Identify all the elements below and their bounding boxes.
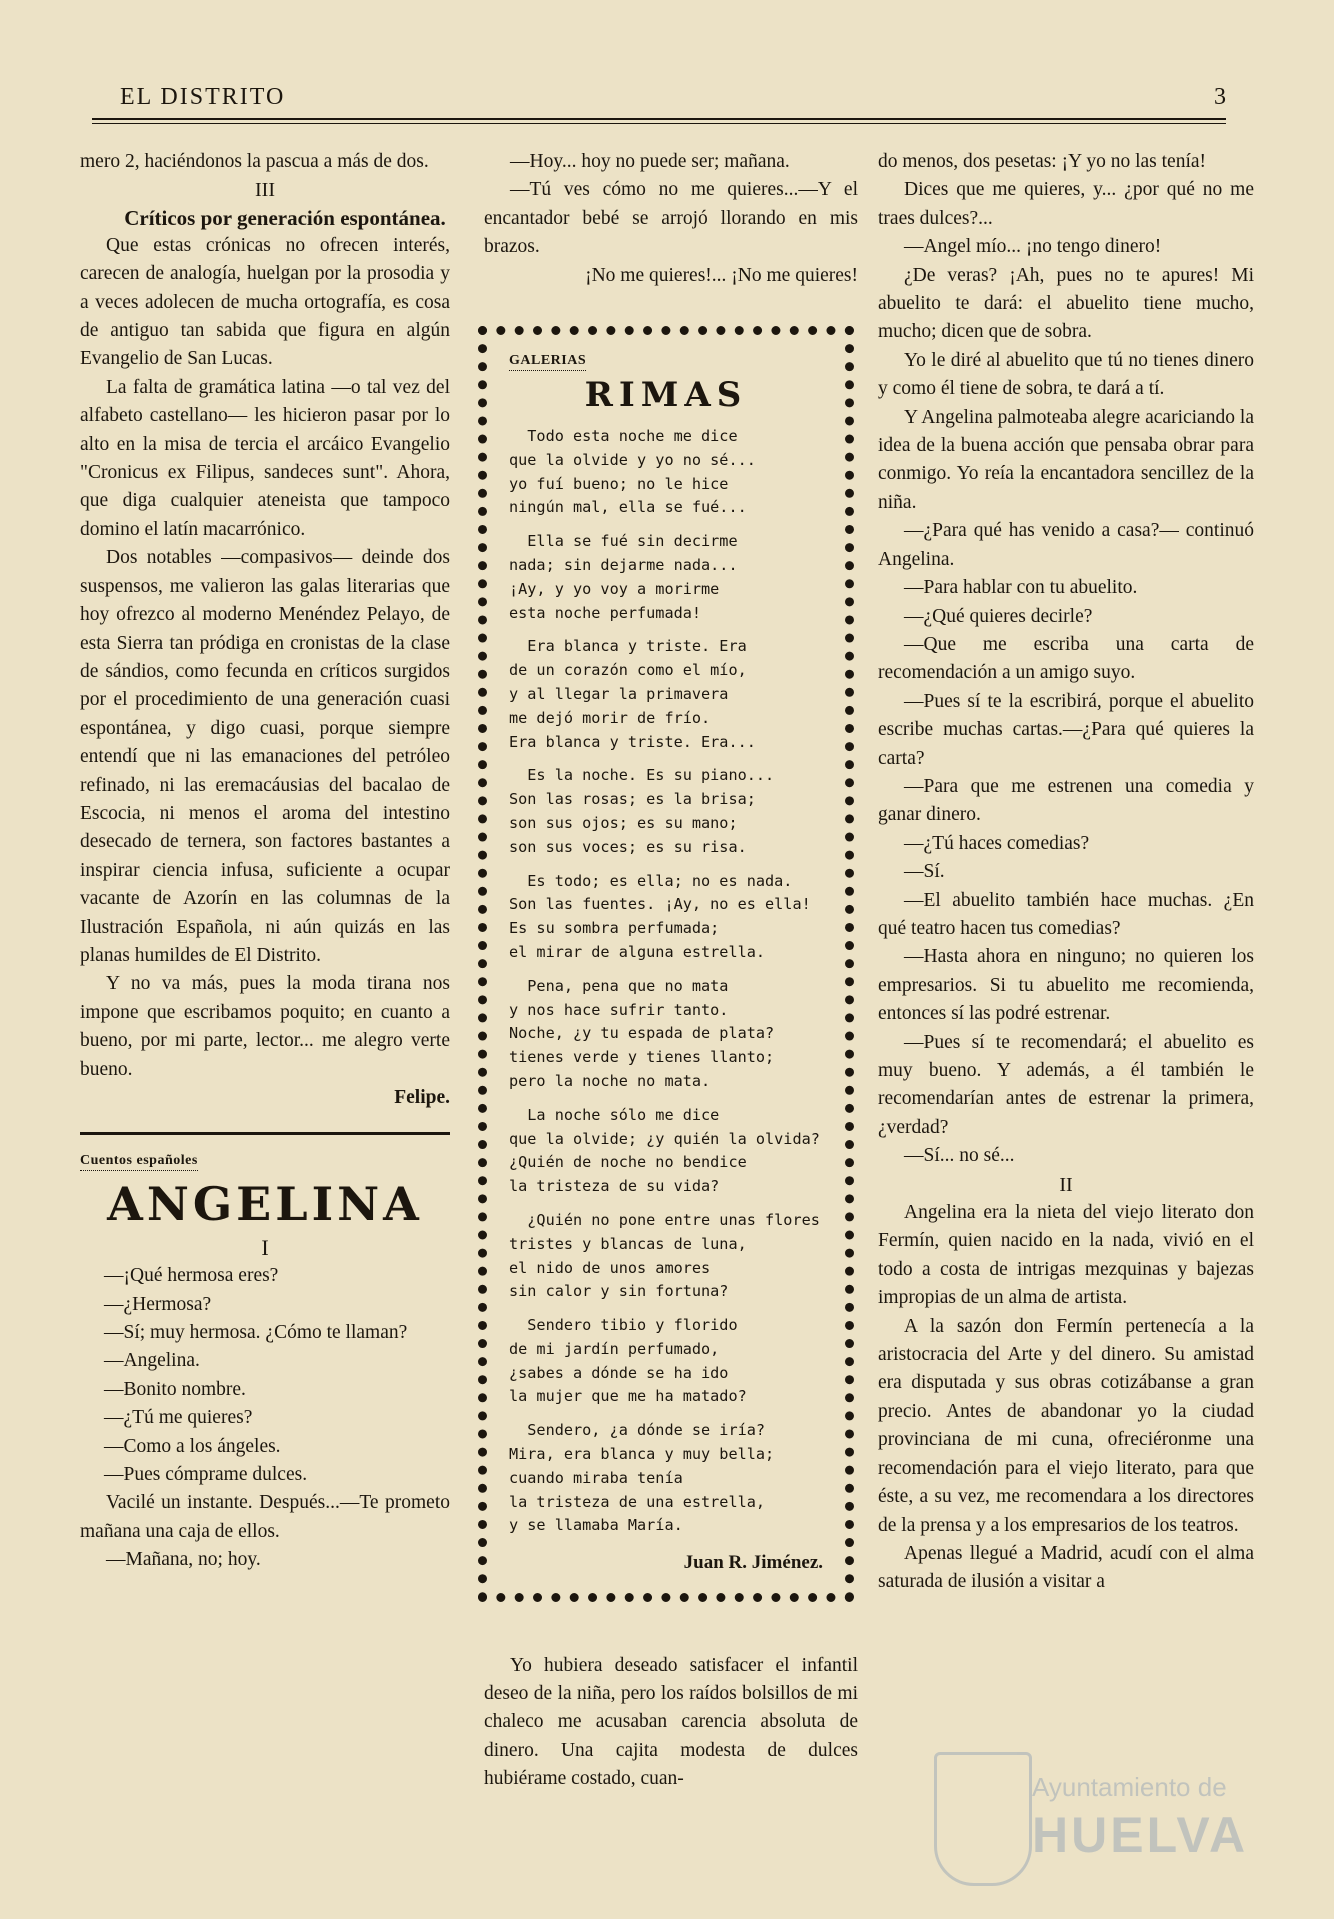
paragraph: Vacilé un instante. Después...—Te prometo mañana una caja de ellos. <box>80 1492 450 1542</box>
header-rule-thin <box>92 123 1226 124</box>
page-number: 3 <box>1214 84 1226 110</box>
paragraph: La falta de gramática latina —o tal vez del alfabeto castellano— les hicieron pasar por lo alto en la misa de tercia el arcáico Evangelio "Cronicus ex Filipus, sandeces sunt". Ahora, que diga cualquier ateneista que tampoco domino el latín macarrónico. <box>80 376 450 540</box>
dialogue-line: —¿Tú haces comedias? <box>904 832 1090 854</box>
dialogue-line: —Sí. <box>904 861 945 883</box>
watermark-line-2: HUELVA <box>1032 1807 1249 1863</box>
dialogue-line: —Pues sí te recomendará; el abuelito es muy bueno. Y además, a él también le recomendarían antes de estrenar la primera, ¿verdad? <box>878 1031 1254 1138</box>
poem-stanza: Ella se fué sin decirme nada; sin dejarme nada... ¡Ay, y yo voy a morirme esta noche perfumada! <box>509 532 738 622</box>
poem-box <box>478 326 854 1602</box>
poem-stanza: Es todo; es ella; no es nada. Son las fuentes. ¡Ay, no es ella! Es su sombra perfumada; el mirar de alguna estrella. <box>509 871 811 961</box>
dialogue-line: —Para hablar con tu abuelito. <box>904 577 1138 599</box>
section-divider <box>80 1132 450 1135</box>
chapter-number: I <box>261 1234 269 1260</box>
section-label: Cuentos españoles <box>80 1152 198 1171</box>
column-3 <box>878 148 1254 1597</box>
paragraph: Apenas llegué a Madrid, acudí con el alma saturada de ilusión a visitar a <box>878 1542 1254 1593</box>
poem-signature: Juan R. Jiménez. <box>683 1552 823 1574</box>
dialogue-line: —Sí... no sé... <box>904 1145 1015 1167</box>
paragraph: Y Angelina palmoteaba alegre acariciando la idea de la buena acción que pensaba obrar para conmigo. Yo reía la encantadora sencillez de la niña. <box>878 406 1254 513</box>
watermark-logo <box>920 1752 1260 1882</box>
section-number: III <box>255 179 275 202</box>
dialogue-line: —¡Qué hermosa eres? <box>104 1265 279 1287</box>
poem-stanza: ¿Quién no pone entre unas flores tristes y blancas de luna, el nido de unos amores sin calor y sin fortuna? <box>509 1210 820 1301</box>
paragraph: Que estas crónicas no ofrecen interés, carecen de analogía, huelgan por la prosodia y a veces adolecen de mucha ortografía, es cosa de antiguo tan sabida que figura en algún Evangelio de San Lucas. <box>80 234 450 370</box>
chapter-number: II <box>1059 1173 1073 1196</box>
poem-stanza: Es la noche. Es su piano... Son las rosas; es la brisa; son sus ojos; es su mano; son sus voces; es su risa. <box>509 766 775 856</box>
poem-stanza: Pena, pena que no mata y nos hace sufrir tanto. Noche, ¿y tu espada de plata? tienes verde y tienes llanto; pero la noche no mata. <box>509 976 775 1090</box>
paragraph: —Tú ves cómo no me quieres...—Y el encantador bebé se arrojó llorando en mis brazos. <box>484 179 858 258</box>
dialogue-line: —Angelina. <box>104 1350 200 1372</box>
column-2 <box>484 148 858 290</box>
dialogue-line: —El abuelito también hace muchas. ¿En qué teatro hacen tus comedias? <box>878 889 1254 939</box>
paragraph: Yo le diré al abuelito que tú no tienes dinero y como él tiene de sobra, te dará a tí. <box>878 349 1254 400</box>
dialogue-line: —¿Para qué has venido a casa?— continuó Angelina. <box>878 520 1254 570</box>
dialogue-line: —Pues cómprame dulces. <box>104 1464 308 1486</box>
author-signature: Felipe. <box>394 1087 450 1108</box>
paragraph: Y no va más, pues la moda tirana nos impone que escribamos poquito; en cuanto a bueno, por mi parte, lector... me alegro verte bueno. <box>80 973 450 1080</box>
poem-stanza: Era blanca y triste. Era de un corazón como el mío, y al llegar la primavera me dejó morir de frío. Era blanca y triste. Era... <box>509 637 756 751</box>
section-label: GALERIAS <box>509 352 586 371</box>
column-1 <box>80 148 450 1575</box>
dialogue-line: —Bonito nombre. <box>104 1378 246 1400</box>
dialogue-line: —Que me escriba una carta de recomendación a un amigo suyo. <box>878 633 1254 684</box>
paragraph: ¿De veras? ¡Ah, pues no te apures! Mi abuelito te dará: el abuelito tiene mucho, mucho; dicen que de sobra. <box>878 264 1254 343</box>
page-header <box>92 84 1226 124</box>
column-2-continued <box>484 1632 858 1813</box>
poem-stanza: Sendero, ¿a dónde se iría? Mira, era blanca y muy bella; cuando miraba tenía la tristeza de una estrella, y se llamaba María. <box>509 1421 775 1535</box>
paragraph: Dices que me quieres, y... ¿por qué no me traes dulces?... <box>878 179 1254 229</box>
poem-stanza: Sendero tibio y florido de mi jardín perfumado, ¿sabes a dónde se ha ido la mujer que me ha matado? <box>509 1316 747 1406</box>
paragraph: ¡No me quieres!... ¡No me quieres! <box>585 264 858 286</box>
dialogue-line: —¿Hermosa? <box>104 1293 212 1315</box>
poem-stanza: La noche sólo me dice que la olvide; ¿y quién la olvida? ¿Quién de noche no bendice la tristeza de su vida? <box>509 1105 820 1196</box>
dialogue-line: —¿Qué quieres decirle? <box>904 605 1093 627</box>
dialogue-line: —Hasta ahora en ninguno; no quieren los empresarios. Si tu abuelito me recomienda, entonces sí las podré estrenar. <box>878 946 1254 1025</box>
paragraph: Yo hubiera deseado satisfacer el infantil deseo de la niña, pero los raídos bolsillos de mi chaleco me acusaban carencia absoluta de dinero. Una cajita modesta de dulces hubiérame costado, cuan- <box>484 1654 858 1790</box>
dialogue-line: —Como a los ángeles. <box>104 1435 281 1457</box>
intro-text: mero 2, haciéndonos la pascua a más de dos. <box>80 151 429 172</box>
dialogue-line: —¿Tú me quieres? <box>104 1407 253 1429</box>
paragraph: Dos notables —compasivos— deinde dos suspensos, me valieron las galas literarias que hoy ofrezco al moderno Menéndez Pelayo, de esta Sierra tan pródiga en cronistas de la clase de sándios, como fecunda en críticos surgidos por el procedimiento de una generación cuasi espontánea, y digo cuasi, porque siempre entendí que ni las emanaciones del petróleo refinado, ni las eremacáusias del bacalao de Escocia, ni menos el aroma del intestino desecado de ternera, son factores bastantes a inspirar ciencia infusa, suficiente a ocupar vacante de Azorín en las columnas de la Ilustración Española, ni aún quizás en las planas humildes de El Distrito. <box>80 547 450 966</box>
poem-stanza: Todo esta noche me dice que la olvide y yo no sé... yo fuí bueno; no le hice ningún mal, ella se fué... <box>509 427 756 517</box>
newspaper-title: EL DISTRITO <box>120 84 286 110</box>
section-title: Críticos por generación espontánea. <box>124 205 446 230</box>
header-rule <box>92 118 1226 120</box>
dialogue-line: —Pues sí te la escribirá, porque el abuelito escribe muchas cartas.—¿Para qué quieres la carta? <box>878 690 1254 769</box>
paragraph: A la sazón don Fermín pertenecía a la aristocracia del Arte y del dinero. Su amistad era disputada y sus obras cotizábanse a gran precio. Antes de abandonar yo la ciudad provinciana de mi cuna, ofreciéronme una recomendación para el viejo literato, para que éste, a su vez, me recomendara a los directores de la prensa y a los empresarios de los teatros. <box>878 1315 1254 1536</box>
coat-of-arms-icon <box>934 1752 1032 1886</box>
poem-title: RIMAS <box>584 375 748 415</box>
story-title: ANGELINA <box>107 1176 423 1231</box>
paragraph: —Mañana, no; hoy. <box>106 1549 261 1571</box>
paragraph: —Angel mío... ¡no tengo dinero! <box>904 236 1162 258</box>
watermark-line-1: Ayuntamiento de <box>1032 1772 1227 1802</box>
dialogue-line: —Sí; muy hermosa. ¿Cómo te llaman? <box>104 1322 408 1344</box>
paragraph: —Hoy... hoy no puede ser; mañana. <box>510 151 790 172</box>
paragraph: do menos, dos pesetas: ¡Y yo no las tenía! <box>878 151 1207 172</box>
dialogue-line: —Para que me estrenen una comedia y ganar dinero. <box>878 775 1254 826</box>
paragraph: Angelina era la nieta del viejo literato don Fermín, quien nacido en la nada, vivió en el todo a costa de intrigas mezquinas y bajezas impropias de un alma de artista. <box>878 1202 1254 1309</box>
